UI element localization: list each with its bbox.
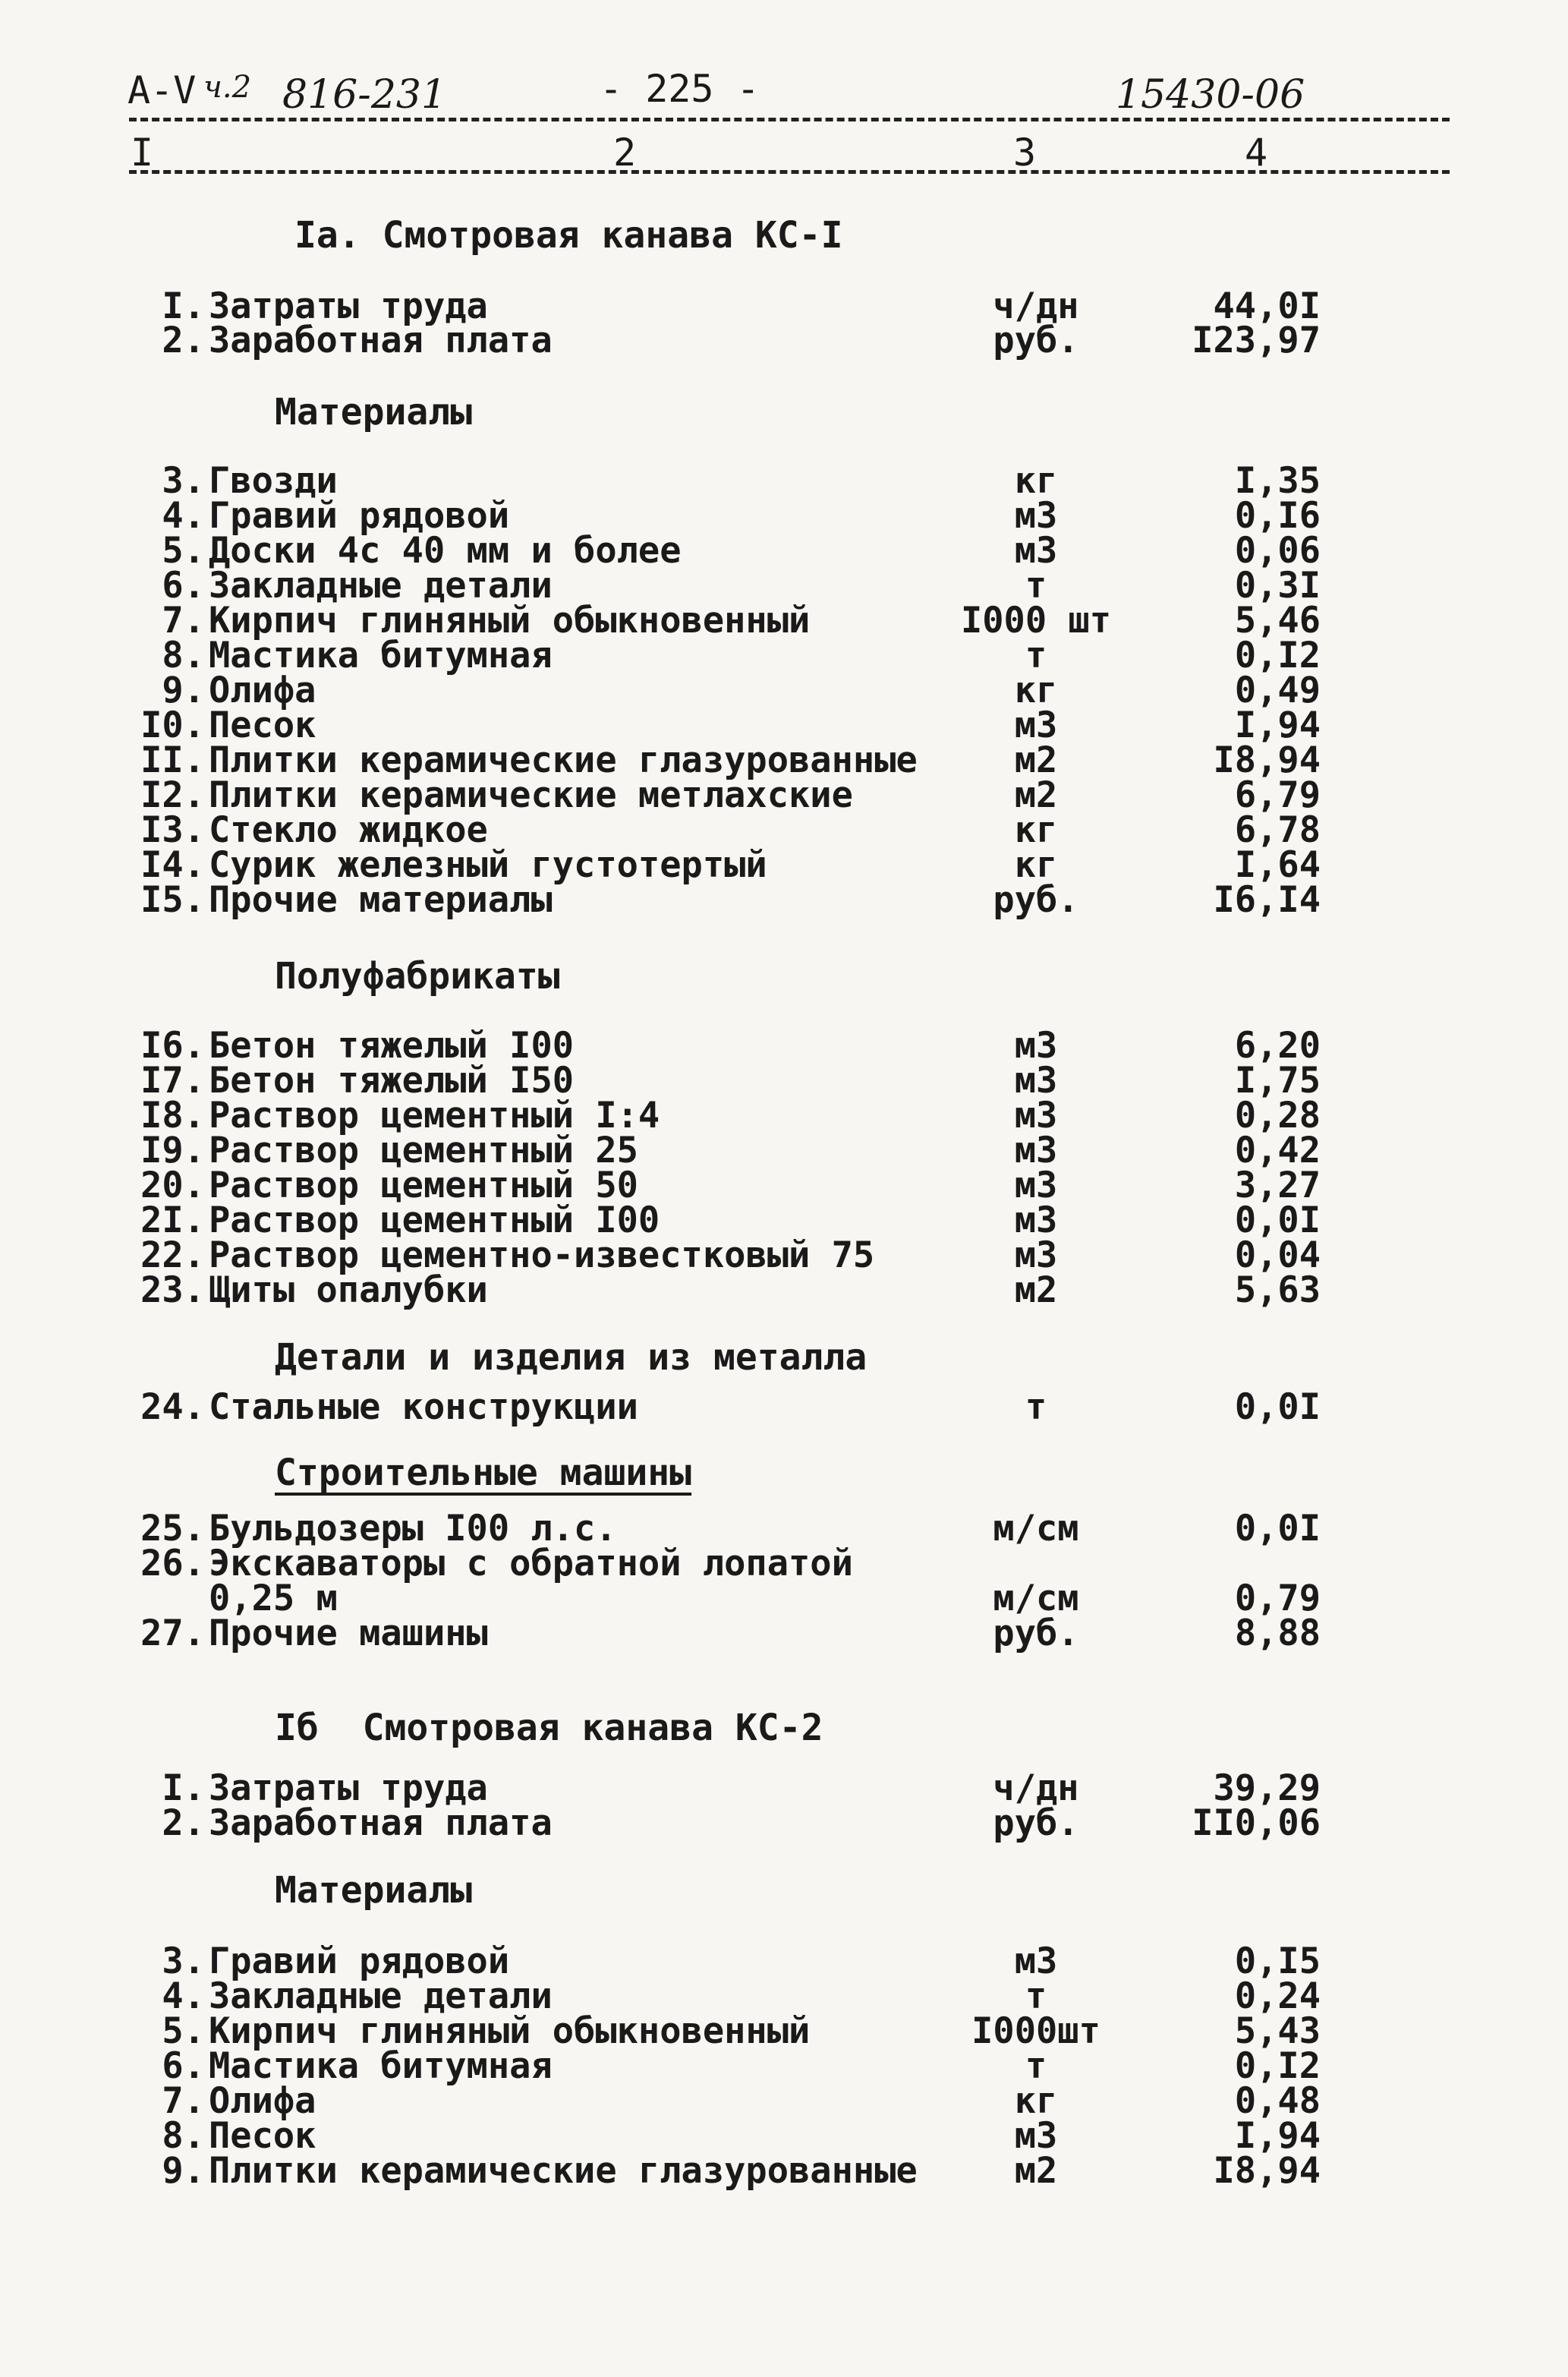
- row-number: 5.: [162, 530, 205, 572]
- page-number: - 225 -: [600, 67, 760, 111]
- table-row: [0, 495, 1568, 537]
- table-row: [0, 1802, 1568, 1844]
- row-number: I.: [162, 285, 205, 327]
- table-row: [0, 320, 1568, 361]
- row-number: 22.: [140, 1234, 205, 1276]
- table-row: [0, 739, 1568, 781]
- item-value: 0,I5: [1234, 1940, 1321, 1982]
- item-value: 0,0I: [1234, 1386, 1321, 1428]
- item-unit: руб.: [993, 879, 1079, 921]
- item-value: I,75: [1234, 1060, 1321, 1102]
- item-unit: т: [1025, 1386, 1047, 1428]
- item-value: 0,3I: [1234, 565, 1321, 607]
- item-value: 39,29: [1213, 1767, 1321, 1809]
- row-number: 2.: [162, 320, 205, 361]
- row-number: 20.: [140, 1165, 205, 1206]
- item-name: Раствор цементный 25: [209, 1130, 638, 1171]
- table-row: [0, 774, 1568, 816]
- row-number: 27.: [140, 1613, 205, 1654]
- table-row: [0, 2115, 1568, 2157]
- item-value: I,64: [1234, 844, 1321, 886]
- item-value: I8,94: [1213, 739, 1321, 781]
- item-unit: м3: [1014, 705, 1058, 746]
- row-number: 4.: [162, 495, 205, 537]
- row-number: 3.: [162, 460, 205, 502]
- row-number: I4.: [140, 844, 205, 886]
- row-number: 7.: [162, 2080, 205, 2122]
- item-name: Стальные конструкции: [209, 1386, 638, 1428]
- item-unit: руб.: [993, 1613, 1079, 1654]
- item-unit: м2: [1014, 1269, 1058, 1311]
- row-number: 8.: [162, 635, 205, 676]
- item-unit: м3: [1014, 1165, 1058, 1206]
- item-unit: ч/дн: [993, 1767, 1079, 1809]
- item-name: Мастика битумная: [209, 635, 553, 676]
- row-number: 26.: [140, 1543, 205, 1584]
- item-unit: ч/дн: [993, 285, 1079, 327]
- table-row: [0, 635, 1568, 676]
- table-row: [0, 1165, 1568, 1206]
- row-number: 24.: [140, 1386, 205, 1428]
- item-value: II0,06: [1192, 1802, 1321, 1844]
- item-name: Кирпич глиняный обыкновенный: [209, 600, 811, 642]
- item-name: Сурик железный густотертый: [209, 844, 767, 886]
- item-value: 3,27: [1234, 1165, 1321, 1206]
- item-name: Олифа: [209, 2080, 316, 2122]
- item-name: Плитки керамические глазурованные: [209, 739, 918, 781]
- item-unit: м3: [1014, 1200, 1058, 1241]
- item-value: 0,48: [1234, 2080, 1321, 2122]
- item-name: Затраты труда: [209, 1767, 488, 1809]
- row-number: 25.: [140, 1508, 205, 1549]
- item-unit: кг: [1014, 670, 1058, 711]
- item-name: Мастика битумная: [209, 2045, 553, 2087]
- item-value: 0,79: [1234, 1578, 1321, 1619]
- row-number: 9.: [162, 670, 205, 711]
- item-value: I,94: [1234, 705, 1321, 746]
- item-unit: м3: [1014, 2115, 1058, 2157]
- item-value: 6,20: [1234, 1025, 1321, 1067]
- item-name: Раствор цементный I00: [209, 1200, 660, 1241]
- subheading-materials-b: Материалы: [275, 1869, 473, 1912]
- item-value: 0,I2: [1234, 2045, 1321, 2087]
- row-number: 9.: [162, 2150, 205, 2192]
- item-name: Прочие машины: [209, 1613, 488, 1654]
- item-name: Песок: [209, 705, 316, 746]
- item-name: Закладные детали: [209, 565, 553, 607]
- item-unit: кг: [1014, 809, 1058, 851]
- subheading-materials-a: Материалы: [275, 391, 473, 433]
- table-row: [0, 2080, 1568, 2122]
- item-name: Гвозди: [209, 460, 338, 502]
- item-unit: м3: [1014, 1060, 1058, 1102]
- row-number: I2.: [140, 774, 205, 816]
- item-name: Бульдозеры I00 л.с.: [209, 1508, 617, 1549]
- item-value: 0,0I: [1234, 1508, 1321, 1549]
- item-unit: кг: [1014, 844, 1058, 886]
- item-value: I,94: [1234, 2115, 1321, 2157]
- table-row: [0, 1060, 1568, 1102]
- item-value: 44,0I: [1213, 285, 1321, 327]
- item-unit: м2: [1014, 739, 1058, 781]
- row-number: 7.: [162, 600, 205, 642]
- row-number: I9.: [140, 1130, 205, 1171]
- table-row: [0, 879, 1568, 921]
- item-value: 0,28: [1234, 1095, 1321, 1136]
- row-number: I6.: [140, 1025, 205, 1067]
- item-unit: руб.: [993, 1802, 1079, 1844]
- item-unit: м3: [1014, 530, 1058, 572]
- item-value: I8,94: [1213, 2150, 1321, 2192]
- table-row: [0, 1613, 1568, 1654]
- row-number: I3.: [140, 809, 205, 851]
- item-name: 0,25 м: [209, 1578, 338, 1619]
- item-unit: кг: [1014, 2080, 1058, 2122]
- item-unit: м/см: [993, 1508, 1079, 1549]
- row-number: 3.: [162, 1940, 205, 1982]
- item-name: Прочие материалы: [209, 879, 553, 921]
- table-row: [0, 530, 1568, 572]
- table-row: [0, 670, 1568, 711]
- item-value: 0,04: [1234, 1234, 1321, 1276]
- table-row: [0, 600, 1568, 642]
- item-name: Плитки керамические метлахские: [209, 774, 853, 816]
- item-unit: м3: [1014, 1130, 1058, 1171]
- row-number: I8.: [140, 1095, 205, 1136]
- item-value: I6,I4: [1213, 879, 1321, 921]
- item-value: 6,78: [1234, 809, 1321, 851]
- subheading-metal-parts: Детали и изделия из металла: [275, 1336, 867, 1379]
- item-unit: м3: [1014, 495, 1058, 537]
- row-number: II.: [140, 739, 205, 781]
- item-unit: кг: [1014, 460, 1058, 502]
- item-name: Раствор цементно-известковый 75: [209, 1234, 875, 1276]
- item-value: 0,42: [1234, 1130, 1321, 1171]
- item-unit: м3: [1014, 1095, 1058, 1136]
- header-handwritten-part: ч.2: [203, 70, 252, 105]
- header-handwritten-code: 816-231: [282, 72, 447, 118]
- column-header-3: 3: [1013, 131, 1037, 175]
- table-row: [0, 1025, 1568, 1067]
- item-name: Затраты труда: [209, 285, 488, 327]
- header-dashed-rule: [129, 118, 1450, 121]
- table-row: [0, 1543, 1568, 1584]
- item-value: 5,63: [1234, 1269, 1321, 1311]
- table-row: [0, 705, 1568, 746]
- section-title-ks1: Iа. Смотровая канава КС-I: [294, 214, 843, 257]
- table-row: [0, 1940, 1568, 1982]
- item-name: Бетон тяжелый I50: [209, 1060, 575, 1102]
- table-row: [0, 460, 1568, 502]
- row-number: 4.: [162, 1975, 205, 2017]
- table-row: [0, 2150, 1568, 2192]
- item-value: 0,06: [1234, 530, 1321, 572]
- row-number: 6.: [162, 2045, 205, 2087]
- item-value: 0,0I: [1234, 1200, 1321, 1241]
- column-header-1: I: [131, 131, 154, 175]
- row-number: 2I.: [140, 1200, 205, 1241]
- item-name: Раствор цементный 50: [209, 1165, 638, 1206]
- header-left-code: А-V: [128, 68, 197, 112]
- item-unit: т: [1025, 565, 1047, 607]
- item-name: Доски 4с 40 мм и более: [209, 530, 682, 572]
- subheading-semi-products: Полуфабрикаты: [275, 955, 560, 998]
- item-name: Стекло жидкое: [209, 809, 488, 851]
- item-unit: т: [1025, 635, 1047, 676]
- table-row: [0, 1095, 1568, 1136]
- row-number: I.: [162, 1767, 205, 1809]
- row-number: 2.: [162, 1802, 205, 1844]
- subheading-machines: Строительные машины: [275, 1452, 692, 1494]
- item-name: Гравий рядовой: [209, 495, 510, 537]
- item-value: 0,I2: [1234, 635, 1321, 676]
- item-unit: м3: [1014, 1234, 1058, 1276]
- column-header-4: 4: [1245, 131, 1268, 175]
- document-number: 15430-06: [1116, 72, 1305, 118]
- table-row: [0, 1767, 1568, 1809]
- item-value: 5,46: [1234, 600, 1321, 642]
- item-name: Заработная плата: [209, 320, 553, 361]
- item-value: 0,49: [1234, 670, 1321, 711]
- item-name: Раствор цементный I:4: [209, 1095, 660, 1136]
- item-name: Щиты опалубки: [209, 1269, 488, 1311]
- table-row: [0, 1975, 1568, 2017]
- item-unit: т: [1025, 1975, 1047, 2017]
- item-value: 5,43: [1234, 2010, 1321, 2052]
- item-value: 0,24: [1234, 1975, 1321, 2017]
- item-value: I,35: [1234, 460, 1321, 502]
- row-number: I7.: [140, 1060, 205, 1102]
- table-row: [0, 1386, 1568, 1428]
- item-name: Закладные детали: [209, 1975, 553, 2017]
- item-name: Экскаваторы с обратной лопатой: [209, 1543, 853, 1584]
- item-name: Заработная плата: [209, 1802, 553, 1844]
- table-row: [0, 565, 1568, 607]
- column-header-2: 2: [613, 131, 637, 175]
- item-value: 8,88: [1234, 1613, 1321, 1654]
- table-row: [0, 1200, 1568, 1241]
- item-unit: м3: [1014, 1025, 1058, 1067]
- table-row: [0, 844, 1568, 886]
- table-row: [0, 2010, 1568, 2052]
- item-unit: I000шт: [971, 2010, 1100, 2052]
- table-row: [0, 1130, 1568, 1171]
- item-value: I23,97: [1192, 320, 1321, 361]
- item-unit: руб.: [993, 320, 1079, 361]
- item-name: Гравий рядовой: [209, 1940, 510, 1982]
- table-row: [0, 809, 1568, 851]
- table-row: [0, 1269, 1568, 1311]
- item-name: Кирпич глиняный обыкновенный: [209, 2010, 811, 2052]
- row-number: 8.: [162, 2115, 205, 2157]
- item-unit: т: [1025, 2045, 1047, 2087]
- row-number: 23.: [140, 1269, 205, 1311]
- item-unit: м3: [1014, 1940, 1058, 1982]
- item-unit: м2: [1014, 774, 1058, 816]
- column-header-dashed-rule: [129, 170, 1450, 174]
- item-name: Бетон тяжелый I00: [209, 1025, 575, 1067]
- table-row: [0, 1508, 1568, 1549]
- row-number: I5.: [140, 879, 205, 921]
- row-number: 5.: [162, 2010, 205, 2052]
- item-unit: м/см: [993, 1578, 1079, 1619]
- table-row: [0, 1578, 1568, 1619]
- item-name: Олифа: [209, 670, 316, 711]
- table-row: [0, 1234, 1568, 1276]
- item-name: Песок: [209, 2115, 316, 2157]
- item-unit: м2: [1014, 2150, 1058, 2192]
- item-name: Плитки керамические глазурованные: [209, 2150, 918, 2192]
- item-value: 6,79: [1234, 774, 1321, 816]
- item-unit: I000 шт: [960, 600, 1112, 642]
- row-number: I0.: [140, 705, 205, 746]
- row-number: 6.: [162, 565, 205, 607]
- item-value: 0,I6: [1234, 495, 1321, 537]
- section-title-ks2: Iб Смотровая канава КС-2: [275, 1707, 823, 1749]
- table-row: [0, 2045, 1568, 2087]
